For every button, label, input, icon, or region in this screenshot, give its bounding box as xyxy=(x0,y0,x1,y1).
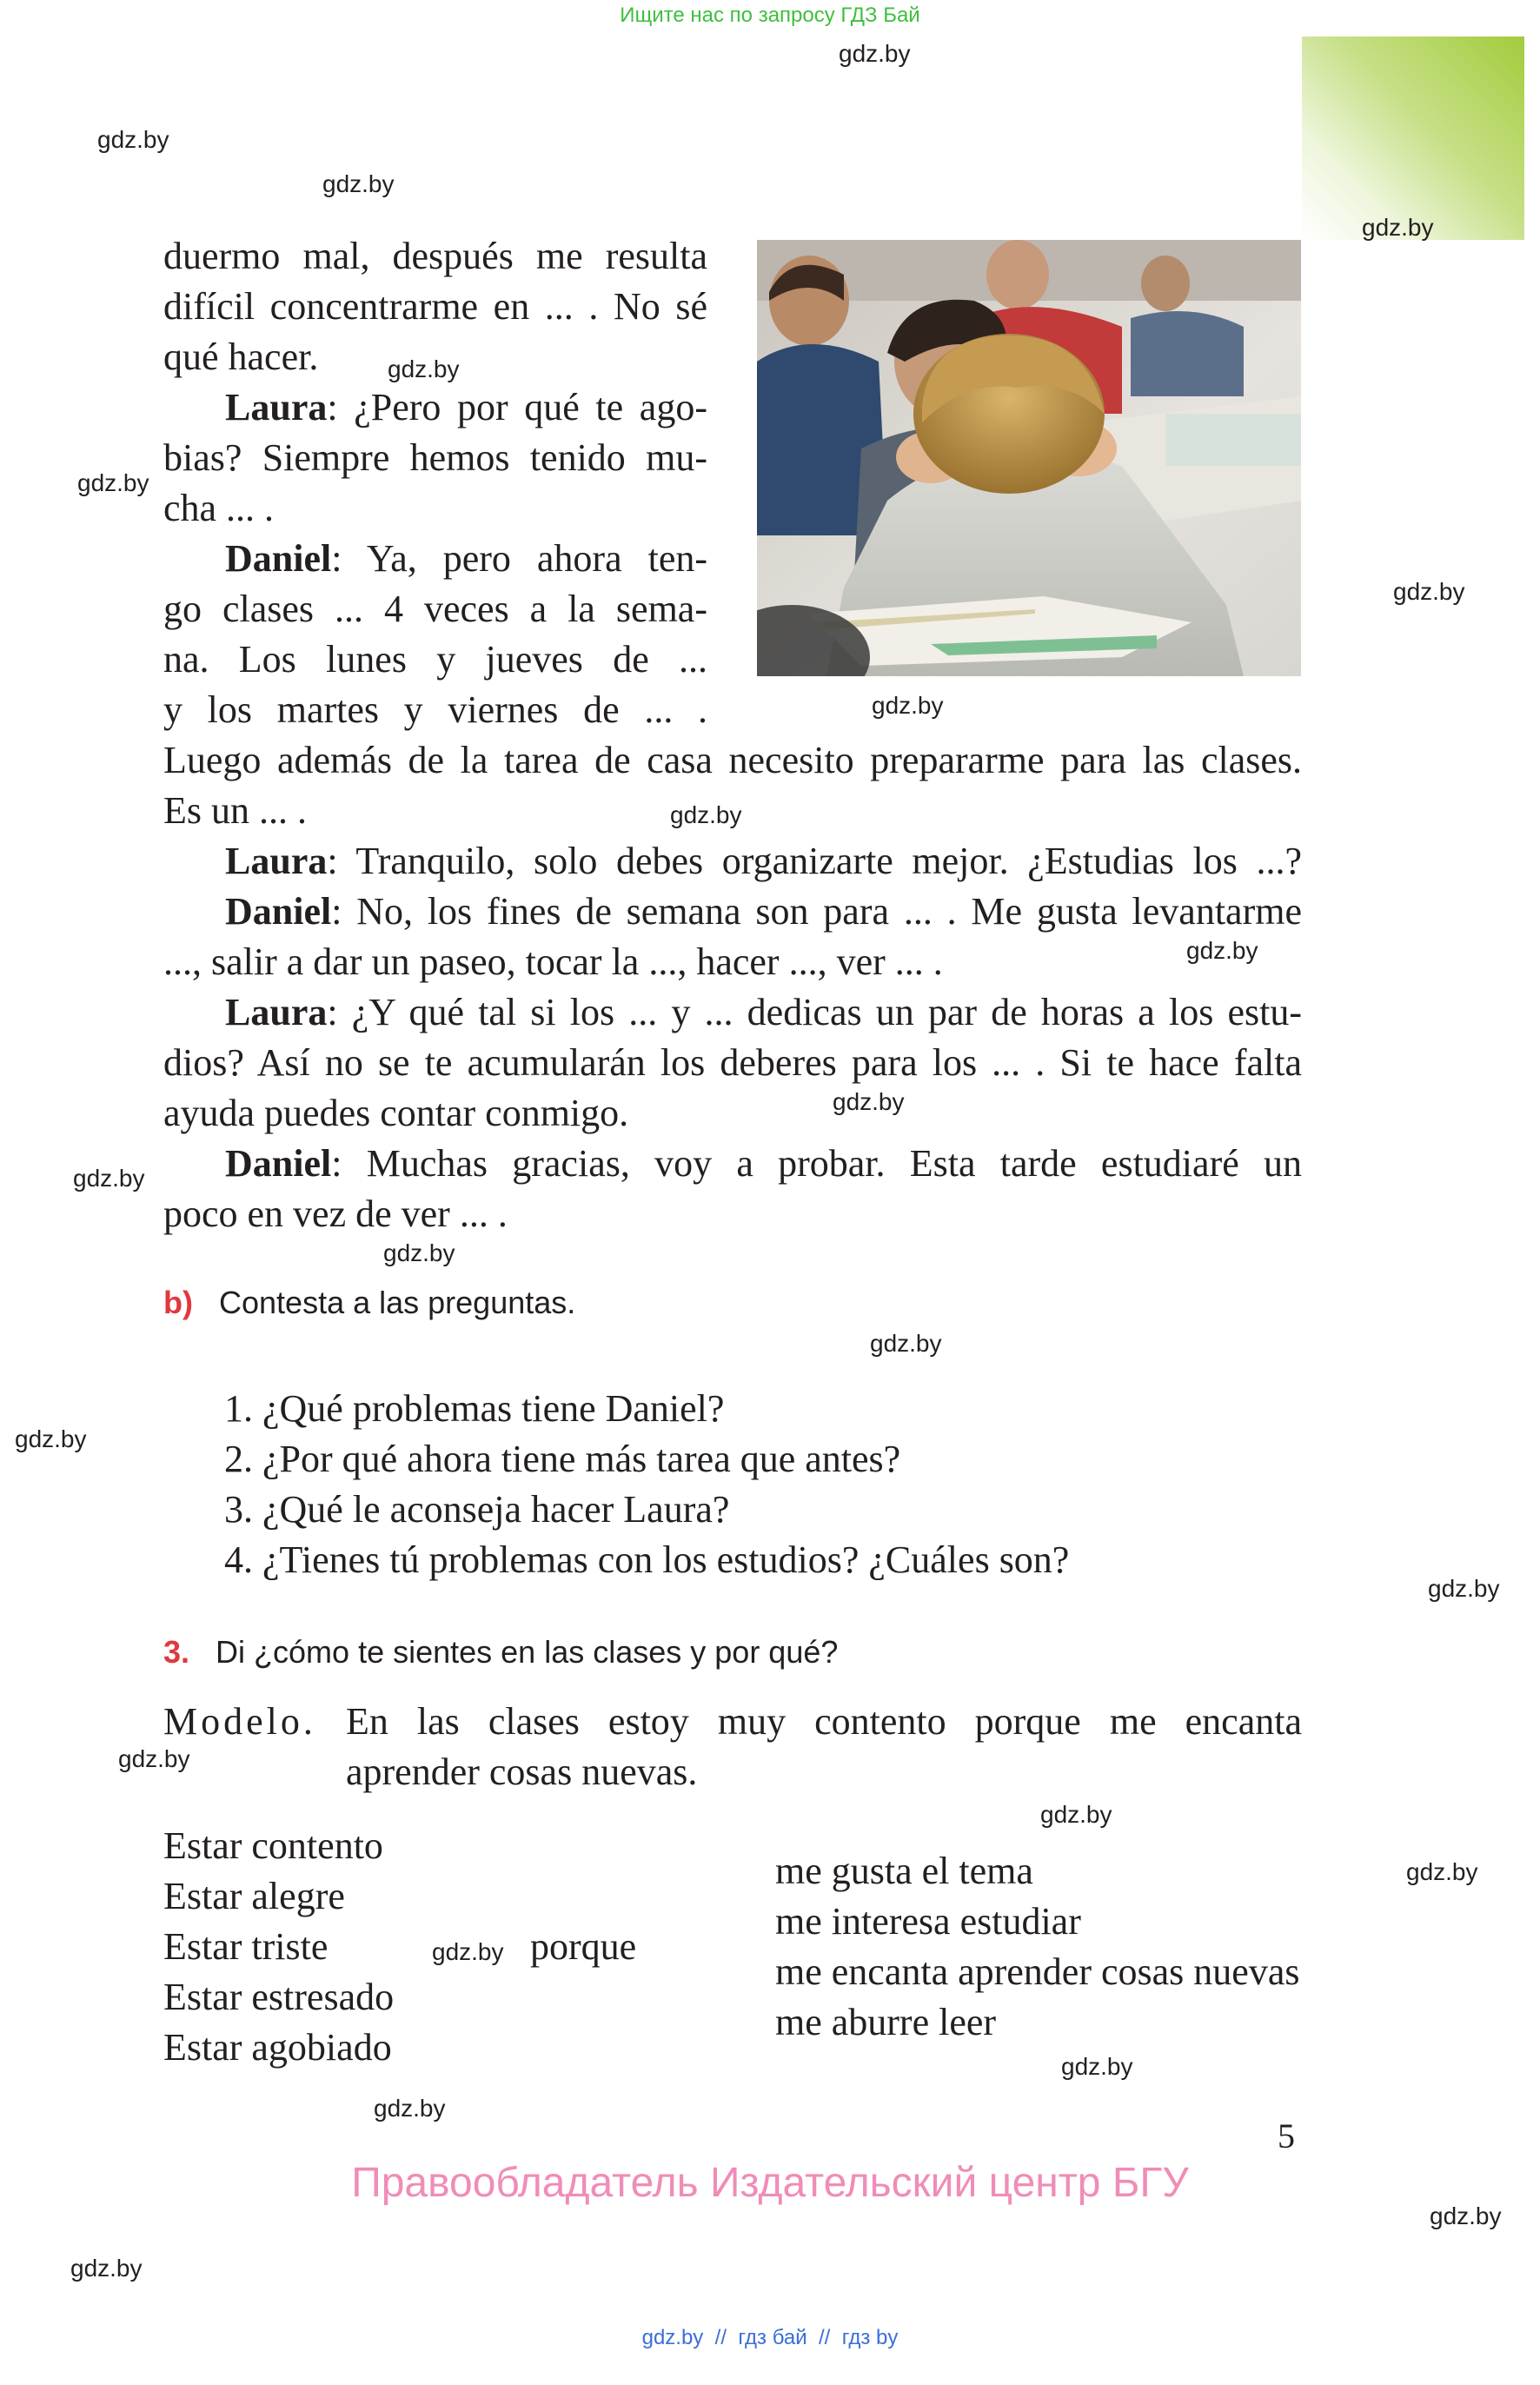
speaker-name: Daniel xyxy=(225,890,332,933)
watermark: gdz.by xyxy=(872,692,944,719)
watermark: gdz.by xyxy=(383,1239,455,1266)
speaker-name: Laura xyxy=(225,386,328,429)
watermark: gdz.by xyxy=(118,1745,190,1772)
watermark: gdz.by xyxy=(1428,1575,1500,1602)
dialog-text-span: : ¿Pero por qué te ago- xyxy=(327,386,707,429)
watermark: gdz.by xyxy=(1430,2202,1502,2229)
reason-phrase: me interesa estudiar xyxy=(775,1900,1081,1943)
dialog-line: difícil concentrarme en ... . No sé xyxy=(163,285,707,328)
state-phrase: Estar alegre xyxy=(163,1875,345,1917)
dialog-line: duermo mal, después me resulta xyxy=(163,235,707,277)
question: 4. ¿Tienes tú problemas con los estudios? ¿Cuáles son? xyxy=(224,1538,1070,1581)
question: 3. ¿Qué le aconseja hacer Laura? xyxy=(224,1488,730,1531)
task-label: b) xyxy=(163,1285,193,1320)
state-phrase: Estar contento xyxy=(163,1824,383,1867)
corner-decoration xyxy=(1302,37,1524,240)
dialog-line xyxy=(225,1139,1302,1189)
dialog-line: qué hacer. xyxy=(163,335,319,378)
task-3-heading xyxy=(163,1634,838,1671)
watermark: gdz.by xyxy=(73,1165,145,1192)
dialog-line xyxy=(225,887,1302,937)
dialog-line: y los martes y viernes de ... . xyxy=(163,688,707,731)
watermark: gdz.by xyxy=(70,2255,143,2282)
dialog-line xyxy=(225,987,1302,1038)
footer-separator: // xyxy=(819,2326,831,2349)
dialog-text-span: : Tranquilo, solo debes organizarte mejor. ¿Estudias los ...? xyxy=(327,840,1302,882)
watermark: gdz.by xyxy=(322,170,395,197)
watermark: gdz.by xyxy=(388,355,460,382)
top-notice: Ищите нас по запросу ГДЗ Бай xyxy=(620,3,920,27)
question: 1. ¿Qué problemas tiene Daniel? xyxy=(224,1387,725,1430)
watermark: gdz.by xyxy=(77,469,149,496)
watermark: gdz.by xyxy=(870,1330,942,1357)
footer-link[interactable]: gdz.by xyxy=(641,2326,704,2349)
watermark: gdz.by xyxy=(1393,578,1465,605)
students-photo xyxy=(757,240,1301,676)
state-phrase: Estar triste xyxy=(163,1925,329,1968)
watermark: gdz.by xyxy=(1186,937,1258,964)
connector-word: porque xyxy=(530,1925,637,1968)
footer-link[interactable]: гдз бай xyxy=(738,2326,807,2349)
dialog-line: bias? Siempre hemos tenido mu- xyxy=(163,436,707,479)
watermark: gdz.by xyxy=(1040,1801,1112,1828)
dialog-line: na. Los lunes y jueves de ... xyxy=(163,638,707,681)
dialog-line: dios? Así no se te acumularán los deberes para los ... . Si te hace falta xyxy=(163,1041,1302,1084)
watermark: gdz.by xyxy=(432,1938,504,1965)
footer-link[interactable]: гдз by xyxy=(841,2326,899,2349)
dialog-text-span: : Muchas gracias, voy a probar. Esta tarde estudiaré un xyxy=(331,1142,1302,1185)
watermark: gdz.by xyxy=(97,126,169,153)
dialog-line: ..., salir a dar un paseo, tocar la ..., hacer ..., ver ... . xyxy=(163,940,943,983)
dialog-text-span: : Ya, pero ahora ten- xyxy=(331,537,707,580)
watermark: gdz.by xyxy=(670,801,742,828)
reason-phrase: me encanta aprender cosas nuevas xyxy=(775,1950,1300,1993)
speaker-name: Laura xyxy=(225,840,328,882)
question: 2. ¿Por qué ahora tiene más tarea que antes? xyxy=(224,1438,901,1480)
reason-phrase: me gusta el tema xyxy=(775,1850,1033,1892)
reason-phrase: me aburre leer xyxy=(775,2001,997,2043)
copyright-notice: Правообладатель Издательский центр БГУ xyxy=(351,2160,1189,2206)
dialog-line xyxy=(225,382,707,433)
speaker-name: Laura xyxy=(225,991,328,1033)
dialog-text-span: : ¿Y qué tal si los ... y ... dedicas un par de horas a los estu- xyxy=(327,991,1302,1033)
dialog-text-span: : No, los fines de semana son para ... . Me gusta levantarme xyxy=(331,890,1302,933)
watermark: gdz.by xyxy=(374,2095,446,2122)
task-label: 3. xyxy=(163,1634,190,1670)
watermark: gdz.by xyxy=(833,1088,905,1115)
model-text: En las clases estoy muy contento porque me encanta xyxy=(346,1700,1302,1743)
watermark: gdz.by xyxy=(15,1425,87,1452)
watermark: gdz.by xyxy=(1362,214,1434,241)
task-instruction: Di ¿cómo te sientes en las clases y por qué? xyxy=(216,1634,839,1670)
dialog-line: ayuda puedes contar conmigo. xyxy=(163,1092,629,1134)
footer-links xyxy=(0,2326,1540,2350)
dialog-line: Luego además de la tarea de casa necesito prepararme para las clases. xyxy=(163,739,1302,781)
task-b-heading xyxy=(163,1285,575,1321)
dialog-line: go clases ... 4 veces a la sema- xyxy=(163,588,707,630)
footer-separator: // xyxy=(714,2326,727,2349)
model-label: Modelo. xyxy=(163,1700,316,1743)
model-text: aprender cosas nuevas. xyxy=(346,1751,698,1793)
dialog-line: Es un ... . xyxy=(163,789,307,832)
speaker-name: Daniel xyxy=(225,1142,332,1185)
dialog-line: poco en vez de ver ... . xyxy=(163,1192,508,1235)
watermark: gdz.by xyxy=(839,40,911,67)
speaker-name: Daniel xyxy=(225,537,332,580)
state-phrase: Estar estresado xyxy=(163,1976,395,2018)
watermark: gdz.by xyxy=(1406,1858,1478,1885)
watermark: gdz.by xyxy=(1061,2053,1133,2080)
dialog-line xyxy=(225,836,1302,887)
page-number: 5 xyxy=(1278,2116,1295,2156)
dialog-line: cha ... . xyxy=(163,487,275,529)
state-phrase: Estar agobiado xyxy=(163,2026,392,2069)
dialog-line xyxy=(225,534,707,584)
task-instruction: Contesta a las preguntas. xyxy=(219,1285,576,1320)
